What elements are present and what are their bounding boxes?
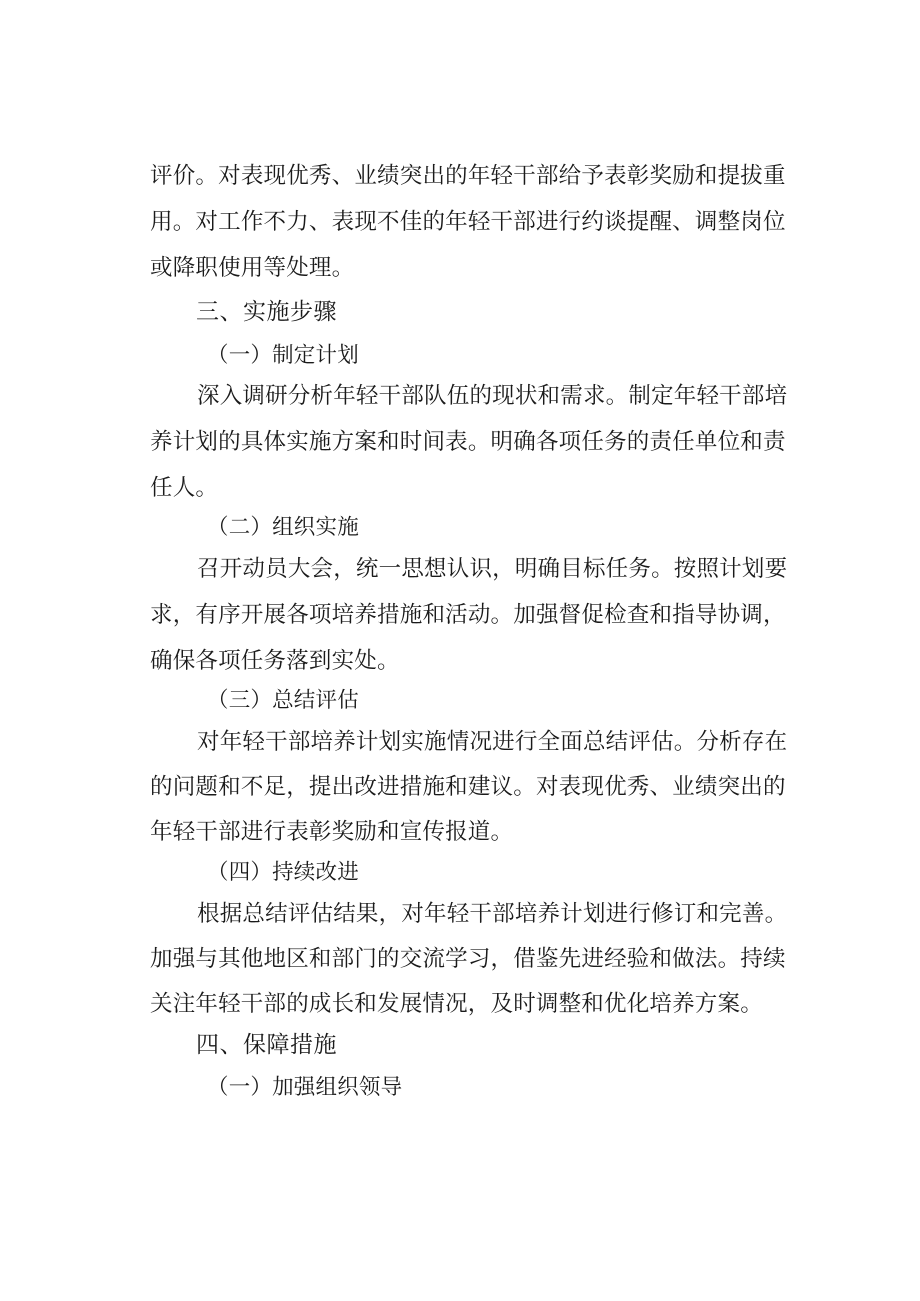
paragraph-line: 养 计 划 的 具 体 实 施 方 案 和 时 间 表 。 明 确 各 项 任 务 的 责 任 单 位 和 责	[150, 429, 786, 455]
paragraph-line: 确保各项任务落到实处。	[150, 648, 400, 674]
paragraph-line: 用 。 对 工 作 不 力 、 表 现 不 佳 的 年 轻 干 部 进 行 约 谈 提 醒 、 调 整 岗 位	[150, 209, 786, 235]
section-heading: 四、保障措施	[196, 1032, 337, 1058]
paragraph-line: 关注年轻干部的成长和发展情况，及时调整和优化培养方案。	[150, 991, 763, 1017]
subsection-heading: （三）总结评估	[207, 688, 359, 713]
paragraph-line: 评 价 。 对 表 现 优 秀 、 业 绩 突 出 的 年 轻 干 部 给 予 表 彰 奖 励 和 提 拔 重	[150, 163, 786, 189]
subsection-heading: （二）组织实施	[207, 515, 359, 540]
paragraph-line: 的 问 题 和 不 足 ， 提 出 改 进 措 施 和 建 议 。 对 表 现 优 秀 、 业 绩 突 出 的	[150, 774, 786, 800]
paragraph-line: 任人。	[150, 475, 219, 501]
paragraph-line: 召 开 动 员 大 会 ， 统 一 思 想 认 识 ， 明 确 目 标 任 务 。 按 照 计 划 要	[197, 556, 788, 582]
paragraph-line: 根 据 总 结 评 估 结 果 ， 对 年 轻 干 部 培 养 计 划 进 行 修 订 和 完 善 。	[197, 901, 788, 927]
subsection-heading: （一）加强组织领导	[207, 1075, 403, 1100]
paragraph-line: 加 强 与 其 他 地 区 和 部 门 的 交 流 学 习 ， 借 鉴 先 进 经 验 和 做 法 。 持 续	[150, 946, 786, 972]
paragraph-line: 深 入 调 研 分 析 年 轻 干 部 队 伍 的 现 状 和 需 求 。 制 定 年 轻 干 部 培	[197, 383, 788, 409]
section-heading: 三、实施步骤	[196, 299, 337, 325]
paragraph-line: 年轻干部进行表彰奖励和宣传报道。	[150, 819, 514, 845]
paragraph-line: 求 ， 有 序 开 展 各 项 培 养 措 施 和 活 动 。 加 强 督 促 检 查 和 指 导 协 调 ，	[150, 602, 786, 628]
paragraph-line: 对 年 轻 干 部 培 养 计 划 实 施 情 况 进 行 全 面 总 结 评 估 。 分 析 存 在	[197, 729, 788, 755]
subsection-heading: （一）制定计划	[207, 343, 359, 368]
subsection-heading: （四）持续改进	[207, 860, 359, 885]
paragraph-line: 或降职使用等处理。	[150, 255, 355, 281]
